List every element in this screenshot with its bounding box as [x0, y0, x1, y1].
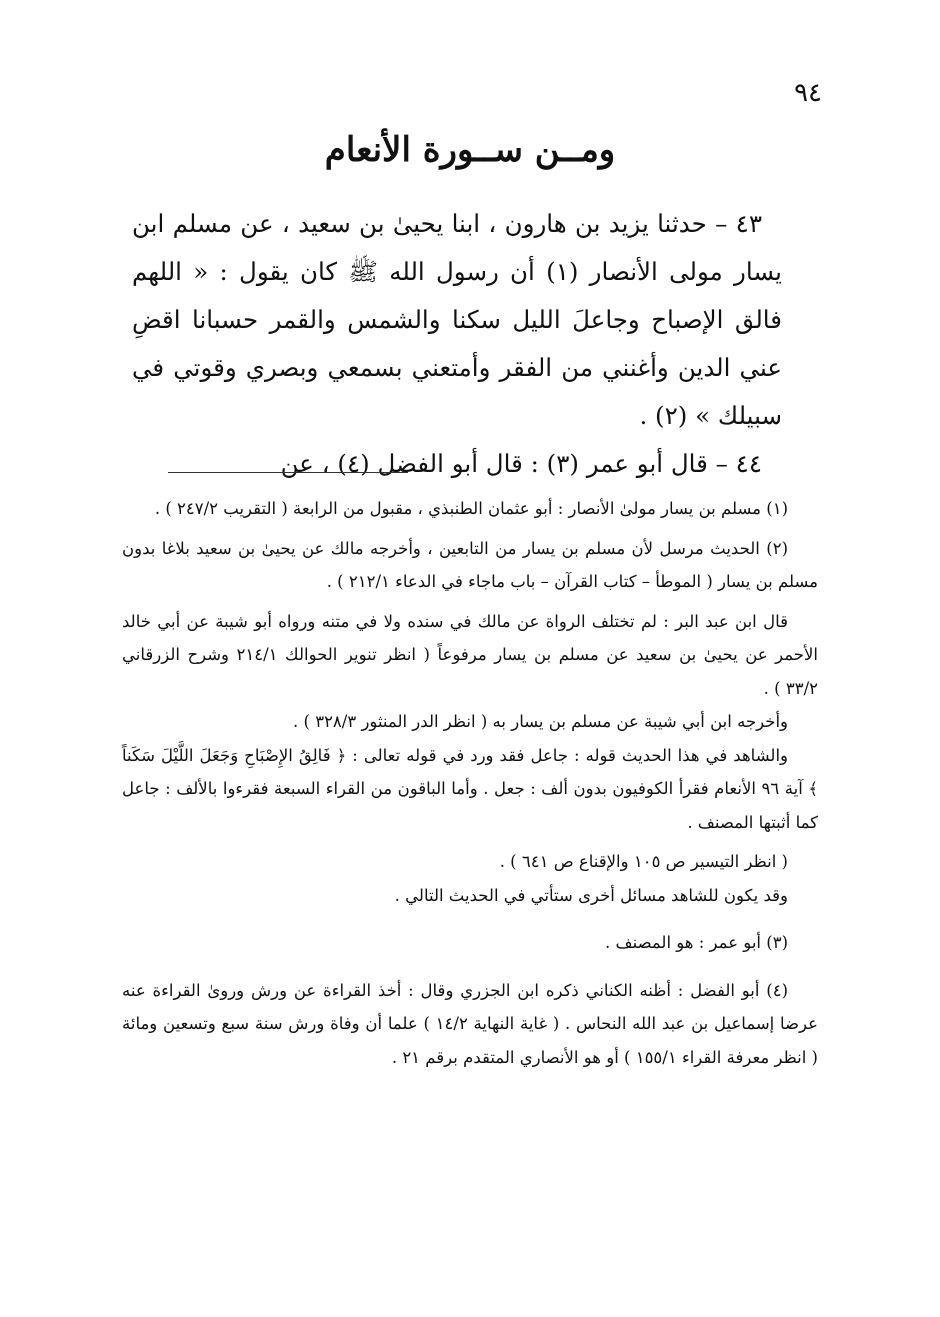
footnote-1: (١) مسلم بن يسار مولىٰ الأنصار : أبو عثمان الطنبذي ، مقبول من الرابعة ( التقريب ٢٤٧/٢ ) . [154, 499, 788, 518]
chapter-title: ومــن ســورة الأنعام [324, 130, 616, 170]
footnote-4: (٤) أبو الفضل : أظنه الكناني ذكره ابن الجزري وقال : أخذ القراءة عن ورش وروىٰ القراءة عنه عرضا إسماعيل بن عبد الله النحاس . ( غاية النهاية ١٤/٢ ) علما أن وفاة ورش سنة سبع وتسعين ومائة ( انظر معرفة القراء ١٥٥/١ ) أو هو الأنصاري المتقدم برقم ٢١ . [122, 980, 819, 1067]
footnote-2-paragraph: ( انظر التيسير ص ١٠٥ والإقناع ص ٦٤١ ) . [499, 852, 788, 871]
hadith-43: ٤٣ – حدثنا يزيد بن هارون ، ابنا يحيىٰ بن سعيد ، عن مسلم ابن يسار مولى الأنصار (١) أن رسول الله ﷺ كان يقول : « اللهم فالق الإصباح وجاعلَ الليل سكنا والشمس والقمر حسبانا اقضِ عني الدين وأغنني من الفقر وأمتعني بسمعي وبصري وقوتي في سبيلك » (٢) . [132, 209, 782, 430]
footnote-3: (٣) أبو عمر : هو المصنف . [605, 933, 788, 952]
footnote-2-paragraph: قال ابن عبد البر : لم تختلف الرواة عن مالك في سنده ولا في متنه ورواه أبو شيبة عن أبي خالد الأحمر عن يحيىٰ بن سعيد عن مسلم بن يسار مرفوعاً ( انظر تنوير الحوالك ٢١٤/١ وشرح الزرقاني ٣٣/٢ ) . [122, 611, 818, 698]
footnotes [122, 492, 818, 1074]
main-text [132, 200, 782, 488]
page-number: ٩٤ [794, 78, 822, 108]
footnote-2-paragraph: والشاهد في هذا الحديث قوله : جاعل فقد ورد في قوله تعالى : ﴿ فَالِقُ الإِصْبَاحِ وَجَعَلَ اللَّيْلَ سَكَناً ﴾ آية ٩٦ الأنعام فقرأ الكوفيون بدون ألف : جعل . وأما الباقون من القراء السبعة فقرءوا بالألف : جاعل كما أثبتها المصنف . [122, 745, 818, 832]
footnote-2-paragraph: وأخرجه ابن أبي شيبة عن مسلم بن يسار به ( انظر الدر المنثور ٣٢٨/٣ ) . [293, 712, 788, 731]
hadith-44: ٤٤ – قال أبو عمر (٣) : قال أبو الفضل (٤) ، عن [280, 449, 762, 478]
footnote-2: (٢) الحديث مرسل لأن مسلم بن يسار من التابعين ، وأخرجه مالك عن يحيىٰ بن سعيد بلاغا بدون مسلم بن يسار ( الموطأ – كتاب القرآن – باب ماجاء في الدعاء ٢١٢/١ ) . [122, 538, 818, 591]
footnote-separator [168, 472, 408, 473]
footnote-2-paragraph: وقد يكون للشاهد مسائل أخرى ستأتي في الحديث التالي . [394, 885, 788, 905]
